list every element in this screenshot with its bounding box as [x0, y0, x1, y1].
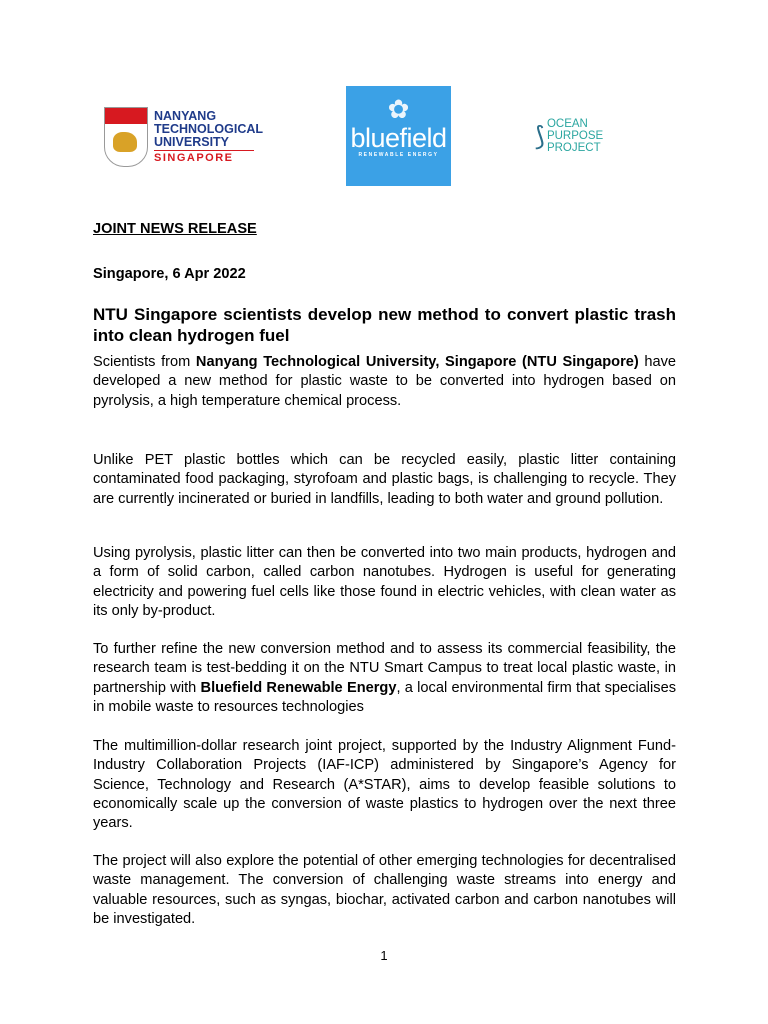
- ntu-logo-line: NANYANG: [154, 108, 217, 123]
- ntu-logo-sub: SINGAPORE: [154, 150, 254, 165]
- ntu-logo: [104, 104, 274, 170]
- ocean-logo-line: PURPOSE: [546, 130, 604, 142]
- tree-icon: ✿: [387, 94, 410, 124]
- bold-text: Bluefield Renewable Energy: [200, 679, 397, 696]
- bluefield-logo: [346, 86, 451, 186]
- paragraph: Unlike PET plastic bottles which can be recycled easily, plastic litter containing contaminated food packaging, styrofoam and plastic bags, is challenging to recycle. They are currently incinerated or buried in landfills, leading to both water and ground pollution.: [93, 452, 676, 507]
- ocean-logo-line: PROJECT: [546, 142, 601, 154]
- ntu-logo-line: UNIVERSITY: [154, 134, 230, 149]
- dateline: Singapore, 6 Apr 2022: [93, 266, 246, 282]
- ntu-crest-icon: [104, 107, 148, 167]
- ocean-logo-line: OCEAN: [546, 118, 588, 130]
- paragraph: To further refine the new conversion method and to assess its commercial feasibility, the research team is test-bedding it on the NTU Smart Campus to treat local plastic waste, in partnership with Bluefield Renewable Energy, a local environmental firm that specialises in mobile waste to resources technologies: [93, 641, 677, 715]
- whale-tail-icon: ⟆: [534, 120, 545, 151]
- page-number: 1: [380, 948, 388, 963]
- ntu-logo-line: TECHNOLOGICAL: [154, 121, 264, 136]
- ocean-purpose-logo: [506, 84, 632, 188]
- paragraph: The project will also explore the potential of other emerging technologies for decentralised waste management. The conversion of challenging waste streams into energy and valuable resources, such as syngas, biochar, activated carbon and carbon nanotubes will be investigated.: [93, 853, 676, 927]
- page-title: NTU Singapore scientists develop new method to convert plastic trash into clean hydrogen fuel: [93, 305, 676, 345]
- paragraph: Using pyrolysis, plastic litter can then be converted into two main products, hydrogen and a form of solid carbon, called carbon nanotubes. Hydrogen is useful for generating electricity and powering fuel cells like those found in electric vehicles, with clean water as its only by-product.: [93, 545, 676, 619]
- bluefield-logo-name: bluefield: [350, 123, 447, 153]
- bluefield-logo-sub: RENEWABLE ENERGY: [358, 152, 439, 158]
- bold-text: Nanyang Technological University, Singapore (NTU Singapore): [195, 354, 639, 370]
- paragraph: Scientists from Nanyang Technological University, Singapore (NTU Singapore) have developed a new method for plastic waste to be converted into hydrogen based on pyrolysis, a high temperature chemical process.: [93, 354, 677, 409]
- kicker: JOINT NEWS RELEASE: [93, 221, 257, 237]
- paragraph: The multimillion-dollar research joint project, supported by the Industry Alignment Fund-Industry Collaboration Projects (IAF-ICP) administered by Singapore’s Agency for Science, Technology and Research (A*STAR), aims to develop feasible solutions to economically scale up the conversion of waste plastics to hydrogen over the next three years.: [93, 738, 676, 832]
